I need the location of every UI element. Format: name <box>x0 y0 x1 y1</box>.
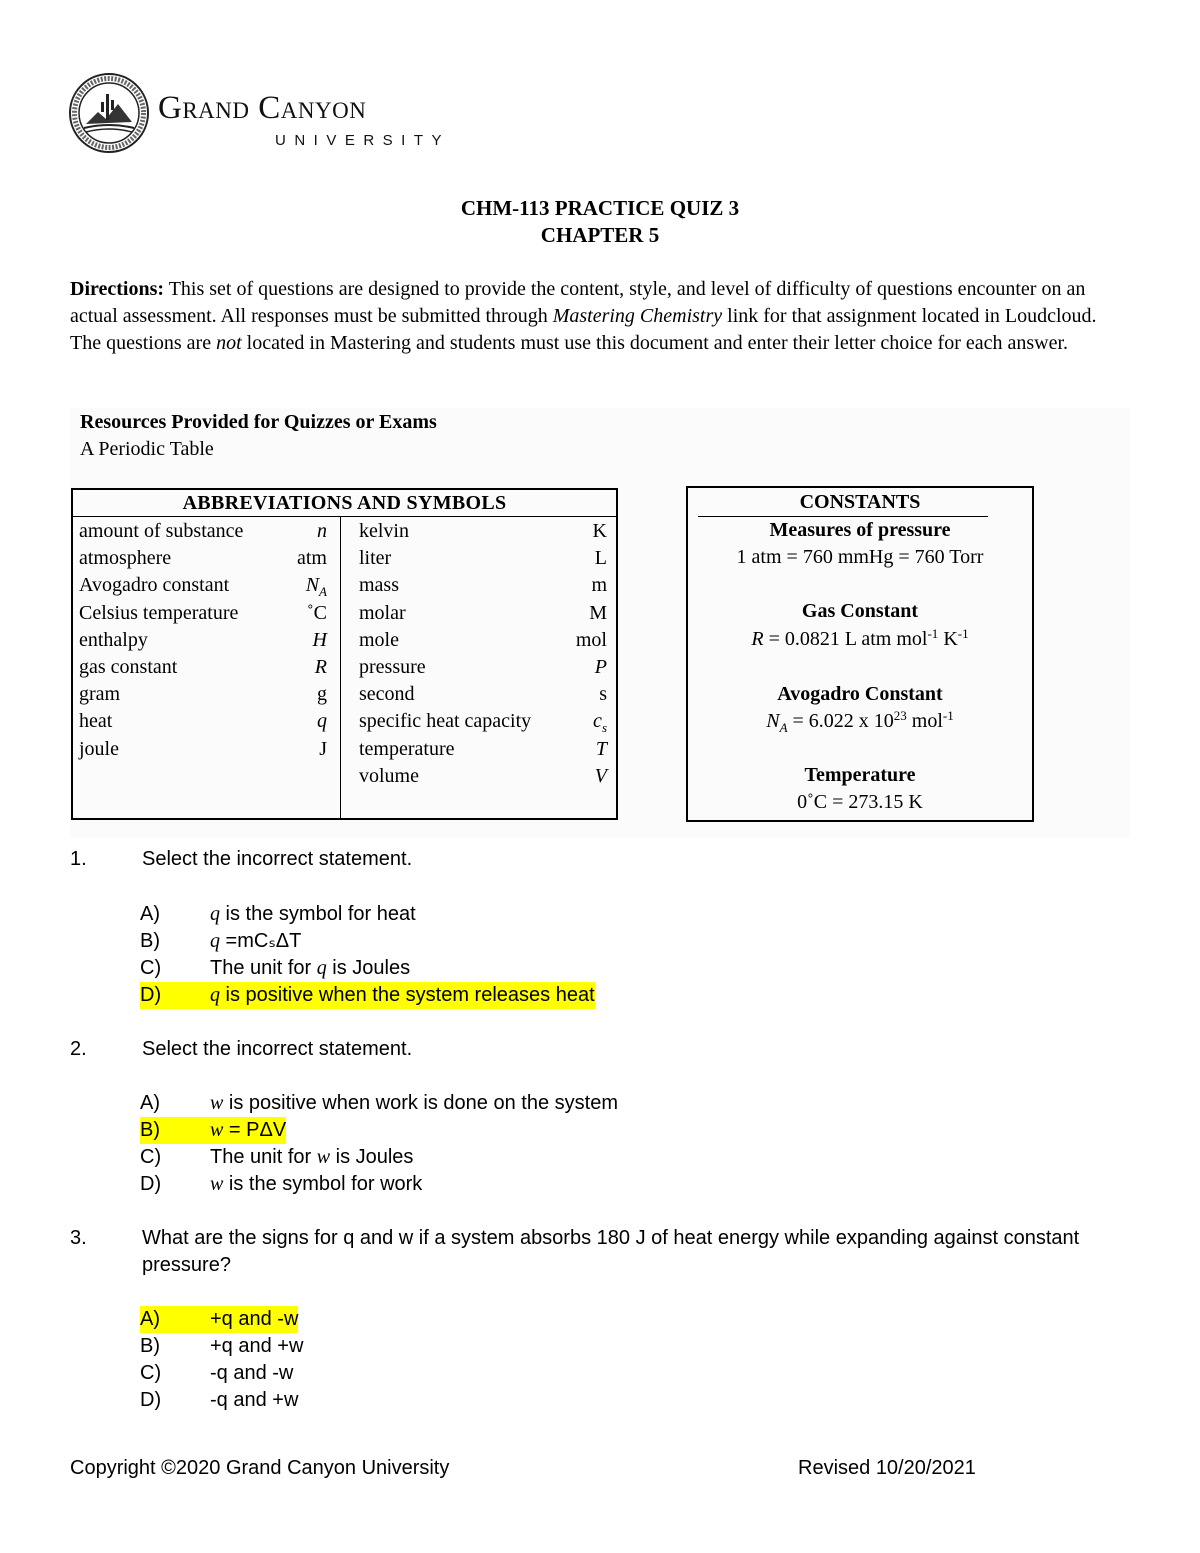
abbreviation-row <box>359 736 607 763</box>
answer-option-b[interactable] <box>140 928 301 955</box>
abbreviation-term: second <box>359 683 415 706</box>
avogadro-symbol: N <box>766 710 780 732</box>
abbreviation-symbol-text: T <box>595 737 607 760</box>
abbreviation-term: heat <box>79 710 113 733</box>
abbreviations-table <box>71 488 618 820</box>
option-text-body: +q and -w <box>210 1308 299 1330</box>
abbreviation-symbol-text: c <box>593 710 602 733</box>
option-letter: B) <box>140 1335 160 1357</box>
abbreviation-term: amount of substance <box>79 520 244 542</box>
abbreviation-symbol <box>599 681 607 708</box>
abbreviation-symbol <box>307 600 327 627</box>
abbreviation-symbol-text: J <box>319 737 327 760</box>
option-letter: D) <box>140 1389 162 1411</box>
abbreviation-row <box>359 763 607 790</box>
abbreviation-symbol-text: K <box>592 520 607 542</box>
abbreviation-symbol-text: m <box>591 574 607 597</box>
option-text-body: is the symbol for heat <box>220 903 416 925</box>
abbreviation-row <box>79 545 327 572</box>
abbreviations-divider <box>73 516 616 517</box>
option-text <box>210 1117 286 1144</box>
option-text-body: +q and +w <box>210 1335 304 1357</box>
option-text-body: = PΔV <box>223 1119 287 1141</box>
abbreviation-term: mole <box>359 628 399 651</box>
answer-option-a[interactable] <box>140 901 416 928</box>
resources-heading: Resources Provided for Quizzes or Exams <box>80 411 437 433</box>
directions-paragraph <box>70 276 1130 357</box>
abbreviation-symbol-text: atm <box>297 547 327 570</box>
abbreviation-symbol-text: q <box>317 710 327 733</box>
option-text-body: is Joules <box>330 1146 414 1168</box>
abbreviation-symbol <box>595 763 607 790</box>
avogadro-unit: mol <box>906 710 943 732</box>
pressure-heading: Measures of pressure <box>769 519 951 541</box>
abbreviation-row <box>79 518 327 545</box>
answer-option-c[interactable] <box>140 1360 293 1387</box>
chapter-title: CHAPTER 5 <box>540 223 660 247</box>
directions-text-1: This set of questions are designed to provide the content, style, and level of difficulty of questions encounter on an actual assessment. All responses must be submitted through <box>70 278 1086 327</box>
directions-text-2: link for that assignment located in Loudcloud. The questions are <box>70 305 1097 354</box>
question-number: 1. <box>70 848 87 870</box>
abbreviation-row <box>79 654 327 681</box>
option-text-prefix: The unit for <box>210 1146 317 1168</box>
constants-divider <box>698 516 988 517</box>
abbreviations-title: ABBREVIATIONS AND SYMBOLS <box>182 492 507 514</box>
abbreviation-term: pressure <box>359 655 426 678</box>
option-text <box>210 928 301 955</box>
abbreviation-row <box>79 736 327 763</box>
revision-date: Revised 10/20/2021 <box>798 1457 976 1479</box>
abbreviation-row <box>79 627 327 654</box>
abbreviation-symbol-text: V <box>594 764 607 787</box>
abbreviation-row <box>359 627 607 654</box>
directions-label: Directions: <box>70 278 165 300</box>
gas-constant-k-exponent: -1 <box>957 626 969 641</box>
option-text-body: -q and -w <box>210 1362 294 1384</box>
option-letter: B) <box>140 930 160 952</box>
abbreviation-symbol <box>319 736 327 763</box>
avogadro-heading: Avogadro Constant <box>777 683 943 705</box>
abbreviation-term: Avogadro constant <box>79 574 230 597</box>
gas-constant-mol-exponent: -1 <box>927 626 939 641</box>
question-stem: Select the incorrect statement. <box>142 1038 413 1060</box>
option-text <box>210 1171 422 1198</box>
option-text <box>210 901 416 928</box>
abbreviation-row <box>79 600 327 627</box>
abbreviation-symbol <box>315 654 327 681</box>
answer-option-b[interactable] <box>140 1333 303 1360</box>
option-variable: w <box>316 1146 331 1168</box>
abbreviation-symbol <box>595 545 607 572</box>
abbreviation-row <box>359 572 607 599</box>
abbreviation-row <box>359 600 607 627</box>
abbreviation-symbol <box>595 654 607 681</box>
option-text-body: is the symbol for work <box>223 1173 423 1195</box>
abbreviation-term: kelvin <box>359 520 409 542</box>
abbreviation-term: specific heat capacity <box>359 710 532 733</box>
avogadro-value <box>688 710 1032 736</box>
option-variable: w <box>210 1092 224 1114</box>
option-text-body: is positive when work is done on the system <box>223 1092 618 1114</box>
option-text <box>210 1144 413 1171</box>
abbreviation-symbol-subscript: A <box>319 584 327 600</box>
abbreviation-term: joule <box>79 737 119 760</box>
abbreviation-row <box>359 681 607 708</box>
abbreviation-row <box>359 545 607 572</box>
abbreviation-row <box>359 708 607 735</box>
option-text-body: =mCₛΔT <box>220 930 302 952</box>
option-text-body: is positive when the system releases heat <box>220 984 595 1006</box>
option-variable: w <box>210 1173 224 1195</box>
option-letter: D) <box>140 1173 162 1195</box>
copyright-notice: Copyright ©2020 Grand Canyon University <box>70 1457 450 1479</box>
constants-title: CONSTANTS <box>799 491 921 513</box>
temperature-heading: Temperature <box>804 764 916 786</box>
abbreviations-left-column <box>79 518 327 763</box>
gas-constant-heading: Gas Constant <box>801 600 919 622</box>
abbreviation-row <box>79 572 327 599</box>
option-variable: q <box>210 984 220 1006</box>
option-letter: A) <box>140 903 160 925</box>
abbreviation-symbol <box>317 518 327 545</box>
university-seal-icon <box>68 72 150 154</box>
abbreviation-symbol-text: g <box>317 683 327 706</box>
pressure-value: 1 atm = 760 mmHg = 760 Torr <box>736 546 984 568</box>
abbreviation-row <box>359 654 607 681</box>
abbreviation-row <box>79 708 327 735</box>
abbreviation-term: Celsius temperature <box>79 601 239 624</box>
abbreviation-row <box>79 681 327 708</box>
abbreviation-term: gram <box>79 683 121 706</box>
question-number: 2. <box>70 1038 87 1060</box>
directions-text-3: located in Mastering and students must use this document and enter their letter choice for each answer. <box>241 332 1069 354</box>
logo-subtitle: UNIVERSITY <box>275 132 451 149</box>
abbreviations-right-column <box>359 518 607 790</box>
abbreviation-term: gas constant <box>79 655 178 678</box>
answer-option-d[interactable] <box>140 1171 422 1198</box>
option-text-body: is Joules <box>326 957 411 979</box>
abbreviation-symbol <box>317 708 327 735</box>
gas-constant-symbol: R <box>751 628 764 650</box>
abbreviation-symbol-text: L <box>594 547 607 570</box>
avogadro-number: = 6.022 x 10 <box>787 710 894 732</box>
option-letter: B) <box>140 1117 210 1144</box>
option-text <box>210 1333 303 1360</box>
abbreviation-symbol <box>297 545 327 572</box>
abbreviation-term: mass <box>359 574 399 597</box>
question-stem: Select the incorrect statement. <box>142 848 413 870</box>
abbreviation-symbol-text: s <box>599 683 607 706</box>
avogadro-subscript: A <box>779 720 788 735</box>
abbreviation-symbol-text: n <box>317 520 327 542</box>
option-text <box>210 1306 298 1333</box>
answer-option-c[interactable] <box>140 955 410 982</box>
option-text <box>210 1090 618 1117</box>
constants-table <box>686 486 1034 822</box>
abbreviation-symbol-text: mol <box>575 628 607 651</box>
abbreviation-symbol <box>317 681 327 708</box>
abbreviation-symbol-text: ˚C <box>307 601 327 624</box>
answer-option-d[interactable] <box>140 982 595 1009</box>
abbreviation-symbol <box>596 736 607 763</box>
option-letter: C) <box>140 1362 162 1384</box>
option-letter: C) <box>140 957 162 979</box>
answer-option-c[interactable] <box>140 1144 413 1171</box>
gas-constant-number: = 0.0821 L atm mol <box>763 628 928 650</box>
abbreviation-term: molar <box>359 601 406 624</box>
resources-periodic-table: A Periodic Table <box>80 438 214 460</box>
abbreviation-symbol <box>589 600 607 627</box>
option-letter: A) <box>140 1092 160 1114</box>
option-letter: D) <box>140 982 210 1009</box>
abbreviation-symbol-text: N <box>305 574 320 597</box>
option-variable: w <box>210 1119 224 1141</box>
abbreviation-symbol-text: M <box>589 601 607 624</box>
abbreviation-term: volume <box>359 764 419 787</box>
answer-option-b[interactable] <box>140 1117 286 1144</box>
temperature-value: 0˚C = 273.15 K <box>797 791 923 813</box>
answer-option-a[interactable] <box>140 1090 618 1117</box>
answer-option-a[interactable] <box>140 1306 298 1333</box>
option-variable: q <box>316 957 327 979</box>
option-text <box>210 982 595 1009</box>
option-text <box>210 955 410 982</box>
gas-constant-kelvin: K <box>938 628 958 650</box>
directions-emphasis-1: Mastering Chemistry <box>552 305 723 327</box>
option-variable: q <box>210 903 220 925</box>
avogadro-unit-exponent: -1 <box>942 708 954 723</box>
quiz-title: CHM-113 PRACTICE QUIZ 3 <box>460 196 740 220</box>
directions-emphasis-2: not <box>216 332 242 354</box>
abbreviation-symbol <box>591 572 607 599</box>
option-letter: C) <box>140 1146 162 1168</box>
abbreviations-column-divider <box>340 517 341 820</box>
logo-wordmark: Grand Canyon <box>158 90 367 126</box>
abbreviation-term: liter <box>359 547 392 570</box>
option-text <box>210 1360 293 1387</box>
abbreviation-symbol-text: R <box>314 655 327 678</box>
abbreviation-term: atmosphere <box>79 547 172 570</box>
abbreviation-symbol <box>313 627 327 654</box>
answer-option-d[interactable] <box>140 1387 298 1414</box>
option-text-prefix: The unit for <box>210 957 317 979</box>
question-stem: What are the signs for q and w if a system absorbs 180 J of heat energy while expanding against constant pressure? <box>142 1227 1080 1276</box>
option-text <box>210 1387 298 1414</box>
abbreviation-term: enthalpy <box>79 628 148 651</box>
avogadro-exponent: 23 <box>893 708 907 723</box>
abbreviation-symbol-subscript: s <box>601 720 607 736</box>
university-logo <box>68 72 451 154</box>
abbreviation-symbol-text: P <box>594 655 607 678</box>
question-number: 3. <box>70 1227 87 1249</box>
abbreviation-symbol-text: H <box>312 628 327 651</box>
abbreviation-symbol <box>576 627 607 654</box>
option-text-body: -q and +w <box>210 1389 299 1411</box>
abbreviation-row <box>359 518 607 545</box>
abbreviation-term: temperature <box>359 737 455 760</box>
abbreviation-symbol <box>593 518 607 545</box>
gas-constant-value <box>688 628 1032 651</box>
option-letter: A) <box>140 1306 210 1333</box>
option-variable: q <box>210 930 220 952</box>
